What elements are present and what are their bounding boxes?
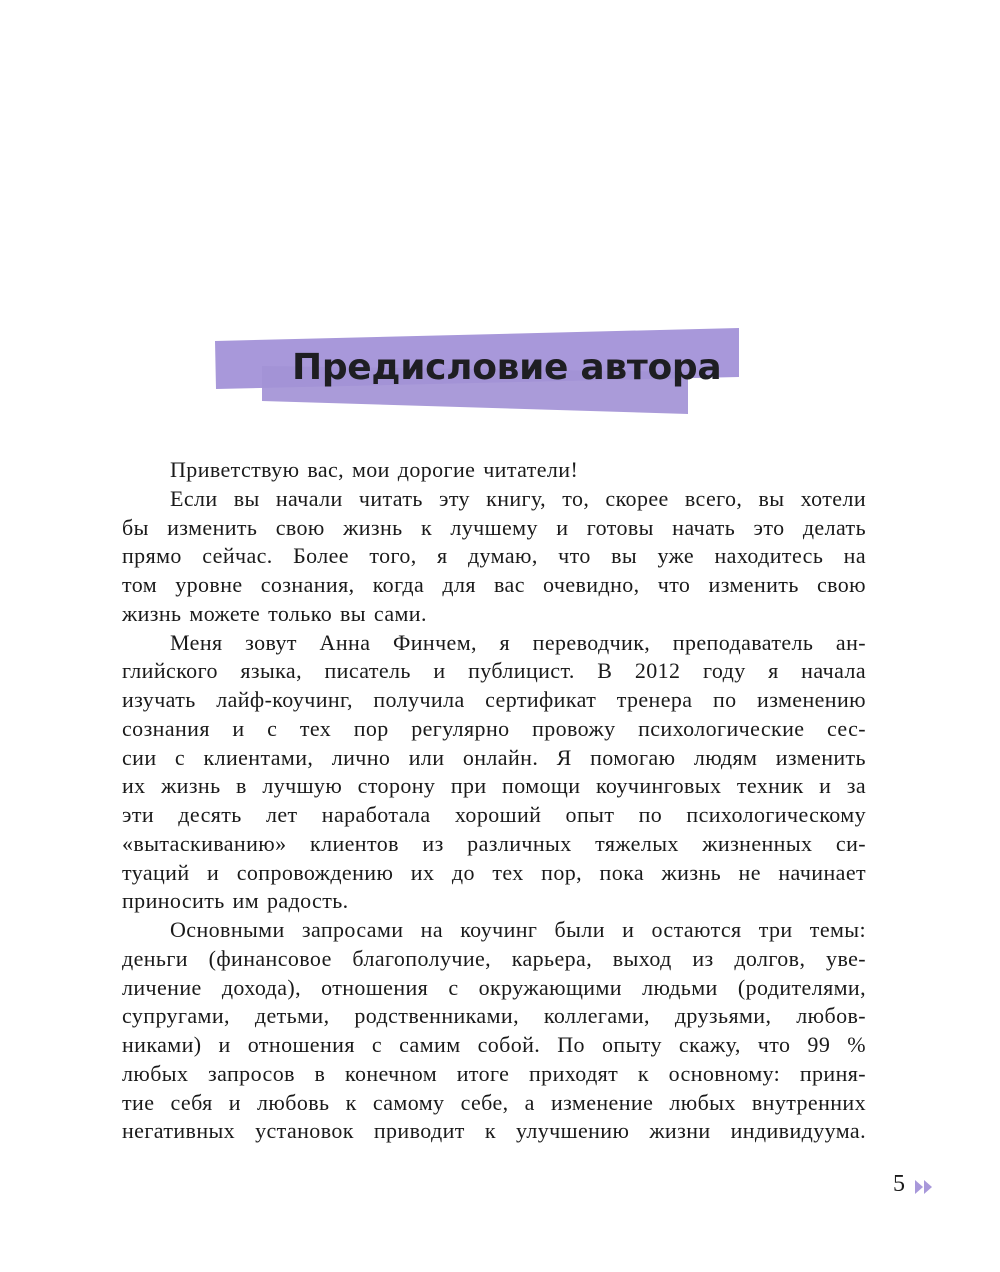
paragraph-line: деньги (финансовое благополучие, карьера, выход из долгов, уве- <box>122 945 866 971</box>
paragraph-line: прямо сейчас. Более того, я думаю, что вы уже находитесь на <box>122 543 866 569</box>
page-number: 5 <box>893 1171 905 1197</box>
paragraph-line: сознания и с тех пор регулярно провожу психологические сес- <box>122 715 866 741</box>
paragraph-line: изучать лайф-коучинг, получила сертификат тренера по изменению <box>122 687 866 712</box>
paragraph-line: никами) и отношения с самим собой. По опыту скажу, что 99 % <box>122 1032 866 1057</box>
chapter-title: Предисловие автора <box>292 347 722 388</box>
paragraph-line: том уровне сознания, когда для вас очевидно, что изменить свою <box>122 572 866 597</box>
paragraph-line: любых запросов в конечном итоге приходят к основному: приня- <box>122 1060 866 1086</box>
paragraph-line: негативных установок приводит к улучшению жизни индивидуума. <box>122 1118 866 1144</box>
paragraph-line: «вытаскиванию» клиентов из различных тяжелых жизненных си- <box>122 830 866 856</box>
paragraph-line: личение дохода), отношения с окружающими людьми (родителями, <box>122 974 866 1000</box>
paragraph-line: тие себя и любовь к самому себе, а изменение любых внутренних <box>122 1089 866 1115</box>
paragraph-line: их жизнь в лучшую сторону при помощи коучинговых техник и за <box>122 773 866 799</box>
paragraph-line: Приветствую вас, мои дорогие читатели! <box>170 457 579 482</box>
paragraph-line: Основными запросами на коучинг были и остаются три темы: <box>170 917 866 942</box>
paragraph-line: Если вы начали читать эту книгу, то, скорее всего, вы хотели <box>170 485 866 511</box>
paragraph-line: бы изменить свою жизнь к лучшему и готовы начать это делать <box>122 514 866 540</box>
paragraph-line: глийского языка, писатель и публицист. В 2012 году я начала <box>122 658 866 684</box>
body-text <box>122 456 866 1146</box>
paragraph-line: супругами, детьми, родственниками, коллегами, друзьями, любов- <box>122 1003 866 1029</box>
paragraph-line: приносить им радость. <box>122 888 349 914</box>
paragraph-line: эти десять лет наработала хороший опыт по психологическому <box>122 802 866 827</box>
paragraph-line: туаций и сопровождению их до тех пор, пока жизнь не начинает <box>122 859 866 885</box>
paragraph-line: жизнь можете только вы сами. <box>122 600 427 626</box>
paragraph-line: сии с клиентами, лично или онлайн. Я помогаю людям изменить <box>122 744 866 770</box>
paragraph-line: Меня зовут Анна Финчем, я переводчик, преподаватель ан- <box>170 629 866 655</box>
double-arrow-right-icon[interactable] <box>915 1179 935 1195</box>
